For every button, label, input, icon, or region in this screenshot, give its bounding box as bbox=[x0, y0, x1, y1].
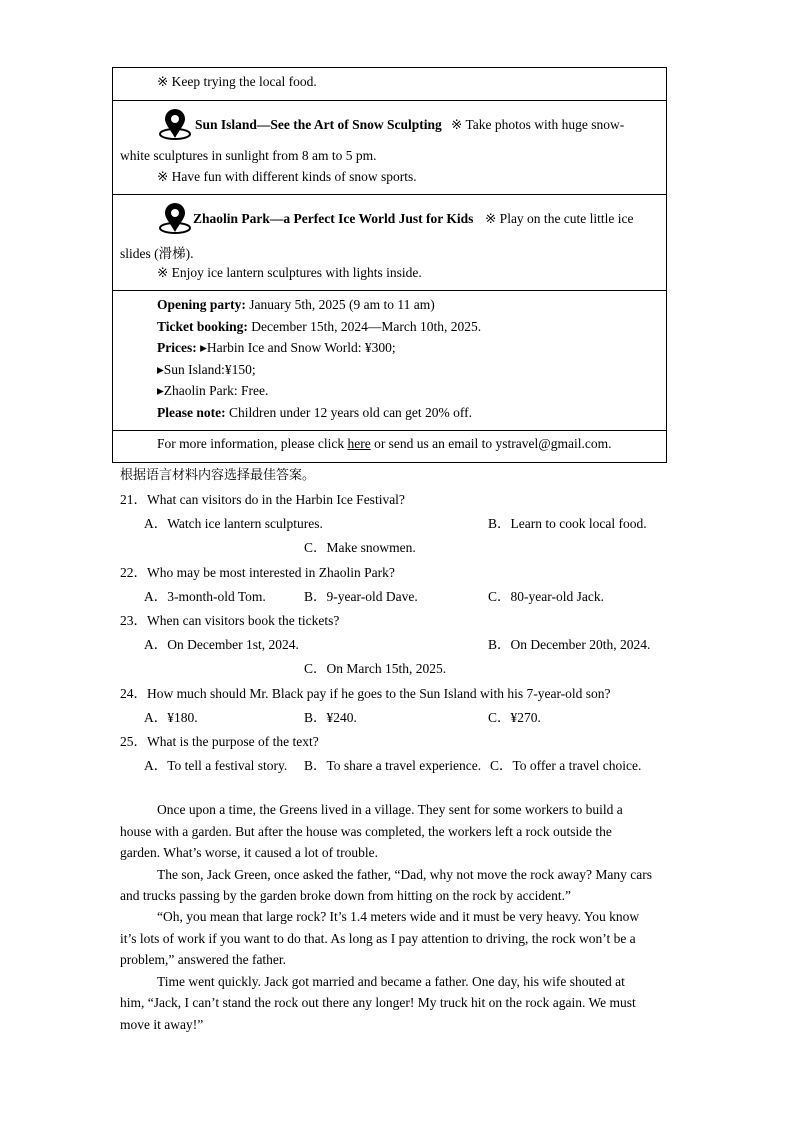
opening-label: Opening party: bbox=[157, 297, 246, 312]
note-value: Children under 12 years old can get 20% off. bbox=[225, 405, 473, 420]
option-c[interactable]: C．On March 15th, 2025. bbox=[304, 661, 447, 676]
info-table bbox=[112, 67, 667, 463]
ticket-booking bbox=[157, 319, 481, 335]
option-a[interactable]: A．3-month-old Tom. bbox=[144, 589, 266, 604]
passage-line: garden. What’s worse, it caused a lot of trouble. bbox=[120, 845, 379, 860]
question-stem: 24．How much should Mr. Black pay if he goes to the Sun Island with his 7-year-old son? bbox=[120, 686, 611, 701]
sun-island-tip1-cont: white sculptures in sunlight from 8 am to 5 pm. bbox=[120, 148, 377, 163]
ticket-value: December 15th, 2024—March 10th, 2025. bbox=[247, 319, 482, 334]
price-harbin: ▸Harbin Ice and Snow World: ¥300; bbox=[196, 340, 396, 355]
question-stem: 23．When can visitors book the tickets? bbox=[120, 613, 340, 628]
option-b[interactable]: B．To share a travel experience. bbox=[304, 758, 482, 773]
row-sun-island bbox=[113, 100, 666, 194]
passage-line: problem,” answered the father. bbox=[120, 952, 287, 967]
food-tip: ※ Keep trying the local food. bbox=[157, 74, 317, 89]
passage-line: “Oh, you mean that large rock? It’s 1.4 meters wide and it must be very heavy. You know bbox=[157, 909, 640, 924]
sun-island-tip1: ※ Take photos with huge snow- bbox=[451, 117, 625, 132]
instruction: 根据语言材料内容选择最佳答案。 bbox=[120, 468, 316, 483]
row-more-info bbox=[113, 430, 666, 462]
question-stem: 21．What can visitors do in the Harbin Ice Festival? bbox=[120, 492, 405, 507]
option-c[interactable]: C．80-year-old Jack. bbox=[488, 589, 604, 604]
passage-line: Time went quickly. Jack got married and became a father. One day, his wife shouted at bbox=[157, 974, 625, 989]
sun-island-title: Sun Island—See the Art of Snow Sculpting bbox=[195, 117, 442, 132]
here-link[interactable]: here bbox=[347, 436, 371, 451]
zhaolin-title: Zhaolin Park—a Perfect Ice World Just for Kids bbox=[193, 211, 474, 226]
passage-line: Once upon a time, the Greens lived in a village. They sent for some workers to build a bbox=[157, 802, 623, 817]
prices-label: Prices: bbox=[157, 340, 197, 355]
zhaolin-tip1-cont: slides (滑梯). bbox=[120, 246, 194, 261]
option-b[interactable]: B．On December 20th, 2024. bbox=[488, 637, 651, 652]
zhaolin-tip2: ※ Enjoy ice lantern sculptures with lights inside. bbox=[157, 265, 422, 280]
option-b[interactable]: B．¥240. bbox=[304, 710, 357, 725]
question-stem: 22．Who may be most interested in Zhaolin Park? bbox=[120, 565, 395, 580]
location-pin-icon bbox=[158, 107, 192, 141]
option-b[interactable]: B．9-year-old Dave. bbox=[304, 589, 418, 604]
question-stem: 25．What is the purpose of the text? bbox=[120, 734, 319, 749]
passage-line: The son, Jack Green, once asked the father, “Dad, why not move the rock away? Many cars bbox=[157, 867, 653, 882]
option-b[interactable]: B．Learn to cook local food. bbox=[488, 516, 647, 531]
please-note bbox=[157, 405, 472, 421]
opening-party bbox=[157, 297, 435, 313]
opening-value: January 5th, 2025 (9 am to 11 am) bbox=[245, 297, 435, 312]
prices bbox=[157, 340, 396, 356]
option-a[interactable]: A．On December 1st, 2024. bbox=[144, 637, 299, 652]
price-zhaolin: ▸Zhaolin Park: Free. bbox=[157, 383, 269, 398]
passage-line: move it away!” bbox=[120, 1017, 204, 1032]
passage-line: house with a garden. But after the house was completed, the workers left a rock outside the bbox=[120, 824, 612, 839]
sun-island-tip2: ※ Have fun with different kinds of snow sports. bbox=[157, 169, 417, 184]
option-c[interactable]: C．Make snowmen. bbox=[304, 540, 416, 555]
row-food bbox=[113, 68, 666, 100]
option-a[interactable]: A．To tell a festival story. bbox=[144, 758, 288, 773]
more-info-before: For more information, please click bbox=[157, 436, 348, 451]
passage-line: it’s lots of work if you want to do that. As long as I pay attention to driving, the rock won’t be a bbox=[120, 931, 636, 946]
price-sun-island: ▸Sun Island:¥150; bbox=[157, 362, 256, 377]
option-c[interactable]: C．¥270. bbox=[488, 710, 541, 725]
more-info-after: or send us an email to ystravel@gmail.com. bbox=[370, 436, 612, 451]
option-a[interactable]: A．¥180. bbox=[144, 710, 198, 725]
zhaolin-tip1: ※ Play on the cute little ice bbox=[485, 211, 634, 226]
passage-line: him, “Jack, I can’t stand the rock out there any longer! My truck hit on the rock again. We must bbox=[120, 995, 636, 1010]
location-pin-icon bbox=[158, 201, 192, 235]
more-info bbox=[157, 436, 611, 452]
option-a[interactable]: A．Watch ice lantern sculptures. bbox=[144, 516, 323, 531]
row-details bbox=[113, 290, 666, 430]
option-c[interactable]: C．To offer a travel choice. bbox=[490, 758, 642, 773]
row-zhaolin bbox=[113, 194, 666, 290]
ticket-label: Ticket booking: bbox=[157, 319, 248, 334]
note-label: Please note: bbox=[157, 405, 226, 420]
passage-line: and trucks passing by the garden broke down from hitting on the rock by accident.” bbox=[120, 888, 572, 903]
